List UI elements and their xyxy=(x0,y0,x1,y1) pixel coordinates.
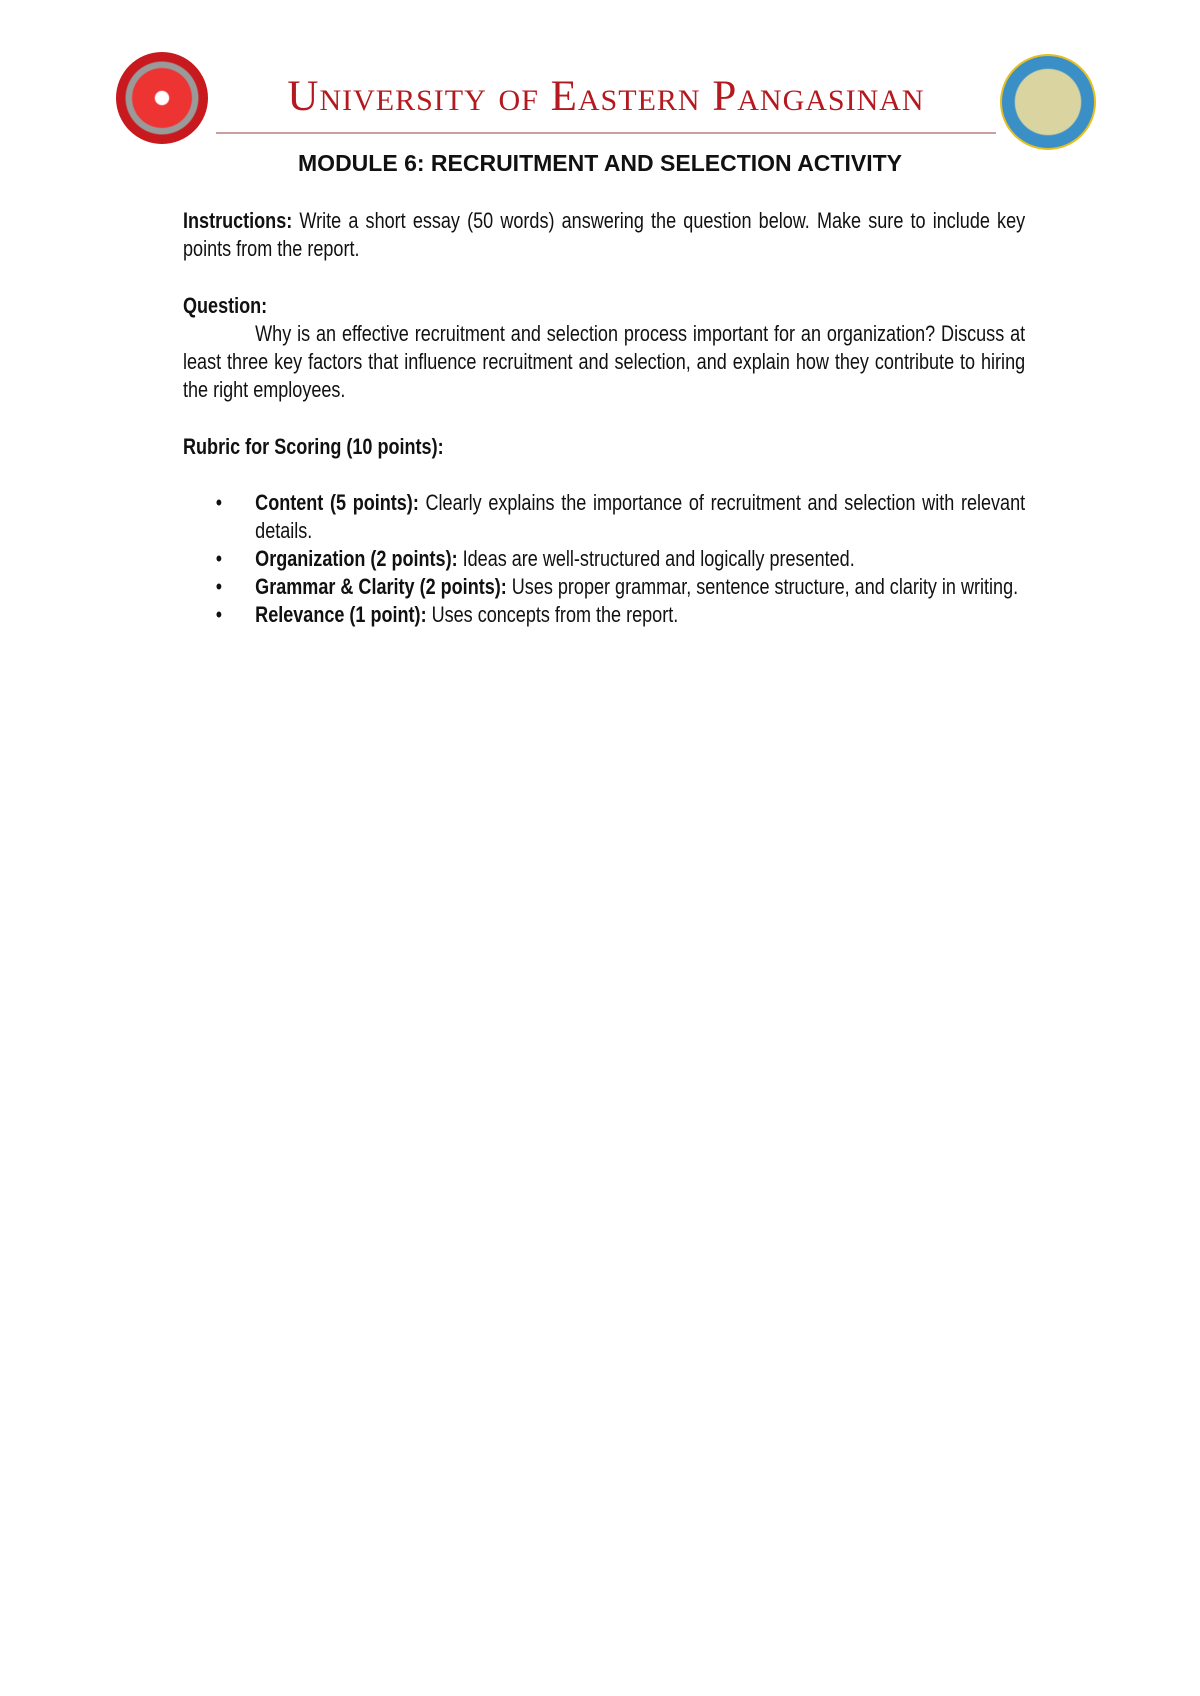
page-title: MODULE 6: RECRUITMENT AND SELECTION ACTIVITY xyxy=(298,150,902,176)
university-name: University of Eastern Pangasinan xyxy=(287,73,925,120)
rubric-item-label: Grammar & Clarity (2 points): xyxy=(255,574,507,599)
instructions-label: Instructions: xyxy=(183,208,293,233)
rubric-item-label: Organization (2 points): xyxy=(255,546,458,571)
rubric-item-label: Relevance (1 point): xyxy=(255,602,427,627)
rubric-list xyxy=(183,489,1025,629)
university-seal-logo xyxy=(116,52,208,144)
rubric-item-text: Clearly explains the importance of recruitment and selection with relevant details. xyxy=(255,490,1026,543)
bullet-icon: • xyxy=(215,490,223,515)
rubric-item-text: Uses proper grammar, sentence structure, and clarity in writing. xyxy=(506,574,1019,599)
question-section xyxy=(183,292,1025,404)
rubric-heading-block xyxy=(183,433,1025,461)
bullet-icon: • xyxy=(215,546,223,571)
header-banner xyxy=(116,50,1096,150)
rubric-item xyxy=(183,489,1025,545)
rubric-heading: Rubric for Scoring (10 points): xyxy=(183,434,444,459)
rubric-item-text: Ideas are well-structured and logically presented. xyxy=(457,546,855,571)
question-text: Why is an effective recruitment and selection process important for an organization? Discuss at least three key factors that influence recruitment and selection, and explain how they contribute to hiring the right employees. xyxy=(183,321,1026,402)
banner xyxy=(216,70,996,134)
instructions-text: Write a short essay (50 words) answering the question below. Make sure to include key points from the report. xyxy=(183,208,1026,261)
rubric-item-text: Uses concepts from the report. xyxy=(426,602,679,627)
instructions xyxy=(183,207,1025,263)
rubric-item-label: Content (5 points): xyxy=(255,490,419,515)
question-label: Question: xyxy=(183,293,268,318)
bullet-icon: • xyxy=(215,574,223,599)
college-seal-logo xyxy=(1000,54,1096,150)
bullet-icon: • xyxy=(215,602,223,627)
rubric-item xyxy=(183,545,1025,573)
rubric-item xyxy=(183,601,1025,629)
rubric-item xyxy=(183,573,1025,601)
